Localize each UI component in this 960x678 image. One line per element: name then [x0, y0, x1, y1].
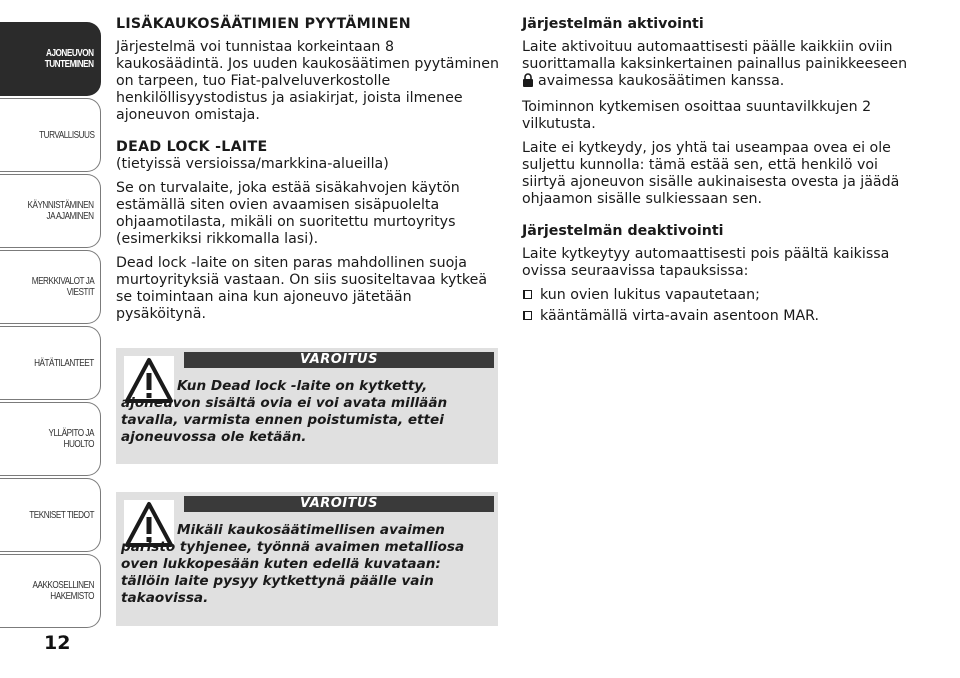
list-item-text: kun ovien lukitus vapautetaan; [540, 287, 760, 303]
paragraph-text: Laite aktivoituu automaattisesti päälle kaikkiin oviin suorittamalla kaksinkertainen painallus painikkeeseen [522, 39, 908, 72]
paragraph-text: avaimessa kaukosäätimen kanssa. [538, 73, 785, 89]
tab-label: KÄYNNISTÄMINEN JA AJAMINEN [27, 200, 94, 222]
tab-turvallisuus[interactable] [0, 98, 101, 172]
tab-label: TEKNISET TIEDOT [29, 509, 94, 521]
tab-hatatilanteet[interactable] [0, 326, 101, 400]
tab-kaynnistaminen[interactable] [0, 174, 101, 248]
section-title-dead-lock: DEAD LOCK -LAITE [116, 139, 268, 155]
paragraph: Se on turvalaite, joka estää sisäkahvojen käytön estämällä siten ovien avaamisen sisäpuolelta ohjaamotilasta, mikäli on suoritettu murtoyritys (esimerkiksi rikkomalla lasi). [116, 180, 460, 247]
paragraph: Dead lock -laite on siten paras mahdollinen suoja murtoyrityksiä vastaan. On siis suositeltavaa kytkeä se toimintaan aina kun ajoneuvo jätetään pysäköitynä. [116, 255, 488, 322]
bullet-square-icon [523, 290, 532, 299]
left-column [116, 16, 500, 330]
paragraph: Laite kytkeytyy automaattisesti pois päältä kaikissa ovissa seuraavissa tapauksissa: [522, 246, 890, 279]
tab-label: AAKKOSELLINEN HAKEMISTO [32, 580, 94, 602]
tab-label: MERKKIVALOT JA VIESTIT [31, 276, 94, 298]
warning-box-1 [116, 348, 498, 464]
section-title-lisakaukosaatimet: LISÄKAUKOSÄÄTIMIEN PYYTÄMINEN [116, 16, 411, 32]
tab-yllapito[interactable] [0, 402, 101, 476]
tab-ajoneuvon-tunteminen[interactable] [0, 22, 101, 96]
tab-label: TURVALLISUUS [38, 129, 94, 141]
warning-text: Mikäli kaukosäätimellisen avaimen paristo tyhjenee, työnnä avaimen metalliosa oven lukkopesään kuten edellä kuvataan: tällöin laite pysyy kytkettynä päälle vain takaovissa. [121, 522, 465, 606]
chapter-tabs [0, 22, 101, 630]
warning-heading: VAROITUS [184, 352, 494, 368]
paragraph: Järjestelmä voi tunnistaa korkeintaan 8 kaukosäädintä. Jos uuden kaukosäätimen pyytäminen on tarpeen, tuo Fiat-palveluverkostolle henkilöllisyystodistus ja asiakirjat, joista ilmenee ajoneuvon omistaja. [116, 39, 499, 123]
right-column [522, 16, 910, 329]
section-title-aktivointi: Järjestelmän aktivointi [522, 16, 704, 32]
section-title-deaktivointi: Järjestelmän deaktivointi [522, 223, 724, 239]
tab-label: YLLÄPITO JA HUOLTO [48, 428, 94, 450]
tab-label: HÄTÄTILANTEET [34, 357, 94, 369]
lock-icon [522, 73, 534, 92]
warning-heading: VAROITUS [184, 496, 494, 512]
list-item-text: kääntämällä virta-avain asentoon MAR. [540, 308, 820, 324]
tab-tekniset-tiedot[interactable] [0, 478, 101, 552]
paragraph: Laite ei kytkeydy, jos yhtä tai useampaa ovea ei ole suljettu kunnolla: tämä estää sen, että henkilö voi siirtyä ajoneuvon sisälle aukinaisesta ovesta ja jäädä ohjaamon sisälle sulkiessaan sen. [522, 140, 900, 207]
page-number: 12 [44, 632, 71, 654]
paragraph [522, 39, 910, 92]
tab-hakemisto[interactable] [0, 554, 101, 628]
list-item [522, 308, 910, 325]
warning-text: Kun Dead lock -laite on kytketty, ajoneuvon sisältä ovia ei voi avata millään tavalla, varmista ennen poistumista, ettei ajoneuvossa ole ketään. [121, 378, 448, 445]
list-item [522, 287, 910, 304]
bullet-list [522, 287, 910, 325]
tab-label: AJONEUVON TUNTEMINEN [45, 48, 94, 70]
paragraph: Toiminnon kytkemisen osoittaa suuntavilkkujen 2 vilkutusta. [522, 99, 872, 132]
tab-merkkivalot[interactable] [0, 250, 101, 324]
warning-box-2 [116, 492, 498, 626]
bullet-square-icon [523, 311, 532, 320]
section-subtitle: (tietyissä versioissa/markkina-alueilla) [116, 156, 389, 172]
